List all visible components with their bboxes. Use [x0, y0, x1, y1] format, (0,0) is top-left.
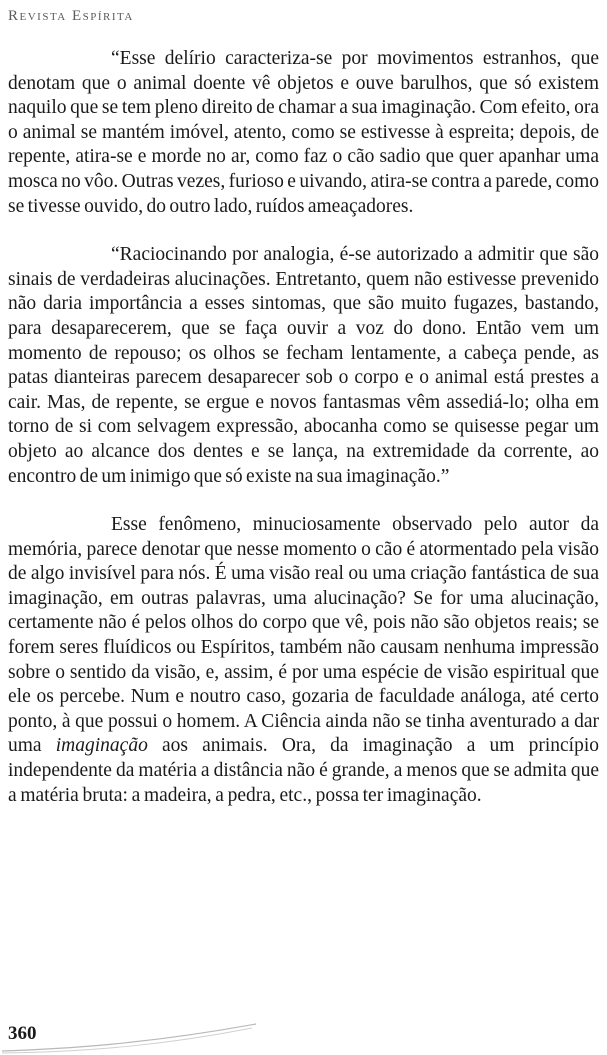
quoted-paragraph-2: “Raciocinando por analogia, é-se autorizado a admitir que são sinais de verdadeiras alucinações. Entretanto, quem não estivesse prevenido não daria importância a esses sintomas, que são muito fugazes, bastando, para desaparecerem, que se faça ouvir a voz do dono. Então vem um momento de repouso; os olhos se fecham lentamente, a cabeça pende, as patas dianteiras parecem desaparecer sob o corpo e o animal está prestes a cair. Mas, de repente, se ergue e novos fantasmas vêm assediá-lo; olha em torno de si com selvagem expressão, abocanha como se quisesse pegar um objeto ao alcance dos dentes e se lança, na extremidade da corrente, ao encontro de um inimigo que só existe na sua imaginação.”: [8, 244, 599, 487]
commentary-text-after-italic: aos animais. Ora, da imaginação a um princípio independente da matéria a distância não é grande, a menos que se admita que a matéria bruta: a madeira, a pedra, etc., possa ter imaginação.: [8, 735, 600, 806]
commentary-text-before-italic: Esse fenômeno, minuciosamente observado pelo autor da memória, parece denotar que nesse momento o cão é atormentado pela visão de algo invisível para nós. É uma visão real ou uma criação fantástica de sua imaginação, em outras palavras, uma alucinação? Se for uma alucinação, certamente não é pelos olhos do corpo que vê, pois não são objetos reais; se forem seres fluídicos ou Espíritos, também não causam nenhuma impressão sobre o sentido da visão, e, assim, é por uma espécie de visão espiritual que ele os percebe. Num e noutro caso, gozaria de faculdade análoga, até certo ponto, à que possui o homem. A Ciência ainda não se tinha aventurado a dar uma: [8, 514, 599, 757]
italic-term: imaginação: [55, 735, 148, 757]
running-head: Revista Espírita: [8, 8, 134, 24]
quoted-paragraph-1: “Esse delírio caracteriza-se por movimentos estranhos, que denotam que o animal doente vê objetos e ouve barulhos, que só existem naquilo que se tem pleno direito de chamar a sua imaginação. Com efeito, ora o animal se mantém imóvel, atento, como se estivesse à espreita; depois, de repente, atira-se e morde no ar, como faz o cão sadio que quer apanhar uma mosca no vôo. Outras vezes, furioso e uivando, atira-se contra a parede, como se tivesse ouvido, do outro lado, ruídos ameaçadores.: [8, 48, 599, 217]
commentary-paragraph: [8, 513, 599, 808]
page-swoosh-decoration: [0, 1018, 260, 1055]
page-number: 360: [8, 1023, 37, 1044]
article-body: [8, 47, 599, 808]
